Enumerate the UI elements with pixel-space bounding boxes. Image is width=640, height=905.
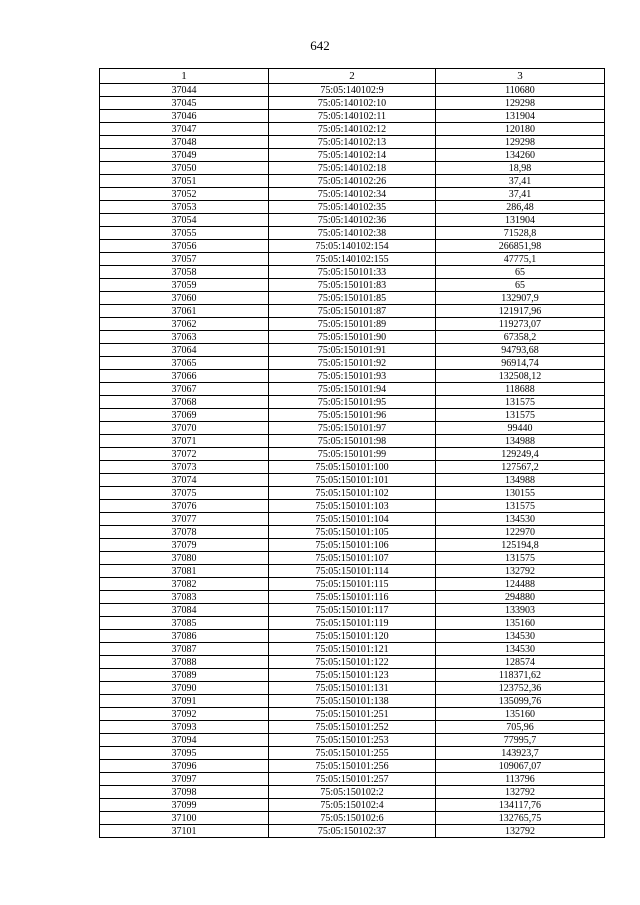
row-number-cell: 37051 [100,175,269,188]
row-number-cell: 37076 [100,500,269,513]
value-cell: 135099,76 [436,695,605,708]
value-cell: 131575 [436,500,605,513]
value-cell: 135160 [436,708,605,721]
value-cell: 134530 [436,643,605,656]
cadastral-number-cell: 75:05:150101:138 [269,695,436,708]
value-cell: 118371,62 [436,669,605,682]
row-number-cell: 37049 [100,149,269,162]
table-row [100,773,605,786]
table-row [100,747,605,760]
cadastral-number-cell: 75:05:150101:98 [269,435,436,448]
cadastral-number-cell: 75:05:150101:101 [269,474,436,487]
value-cell: 131575 [436,552,605,565]
table-row [100,539,605,552]
header-row [100,69,605,84]
table-row [100,825,605,838]
row-number-cell: 37098 [100,786,269,799]
value-cell: 37,41 [436,188,605,201]
table-row [100,812,605,825]
cadastral-number-cell: 75:05:150101:83 [269,279,436,292]
cadastral-number-cell: 75:05:150102:6 [269,812,436,825]
value-cell: 96914,74 [436,357,605,370]
cadastral-number-cell: 75:05:140102:18 [269,162,436,175]
row-number-cell: 37075 [100,487,269,500]
row-number-cell: 37067 [100,383,269,396]
cadastral-number-cell: 75:05:140102:26 [269,175,436,188]
cadastral-number-cell: 75:05:150101:87 [269,305,436,318]
row-number-cell: 37050 [100,162,269,175]
row-number-cell: 37056 [100,240,269,253]
cadastral-number-cell: 75:05:150101:257 [269,773,436,786]
table-row [100,799,605,812]
value-cell: 77995,7 [436,734,605,747]
row-number-cell: 37094 [100,734,269,747]
page-number: 642 [310,38,330,53]
row-number-cell: 37085 [100,617,269,630]
table-row [100,721,605,734]
table-row [100,487,605,500]
row-number-cell: 37054 [100,214,269,227]
table-row [100,695,605,708]
row-number-cell: 37059 [100,279,269,292]
table-row [100,409,605,422]
row-number-cell: 37097 [100,773,269,786]
value-cell: 131575 [436,396,605,409]
cadastral-number-cell: 75:05:150101:256 [269,760,436,773]
row-number-cell: 37081 [100,565,269,578]
cadastral-number-cell: 75:05:150101:33 [269,266,436,279]
cadastral-number-cell: 75:05:150101:255 [269,747,436,760]
cadastral-number-cell: 75:05:150101:123 [269,669,436,682]
value-cell: 132765,75 [436,812,605,825]
table-row [100,591,605,604]
cadastral-number-cell: 75:05:140102:14 [269,149,436,162]
row-number-cell: 37052 [100,188,269,201]
value-cell: 113796 [436,773,605,786]
row-number-cell: 37068 [100,396,269,409]
row-number-cell: 37069 [100,409,269,422]
table-header [100,69,605,84]
value-cell: 132792 [436,786,605,799]
value-cell: 123752,36 [436,682,605,695]
table-row [100,214,605,227]
table-row [100,630,605,643]
cadastral-number-cell: 75:05:150102:4 [269,799,436,812]
table-row [100,682,605,695]
table-row [100,357,605,370]
row-number-cell: 37066 [100,370,269,383]
row-number-cell: 37079 [100,539,269,552]
value-cell: 127567,2 [436,461,605,474]
row-number-cell: 37093 [100,721,269,734]
value-cell: 131904 [436,110,605,123]
cadastral-number-cell: 75:05:140102:36 [269,214,436,227]
value-cell: 119273,07 [436,318,605,331]
table-row [100,97,605,110]
value-cell: 71528,8 [436,227,605,240]
table-row [100,201,605,214]
cadastral-number-cell: 75:05:150101:103 [269,500,436,513]
cadastral-number-cell: 75:05:150101:91 [269,344,436,357]
row-number-cell: 37083 [100,591,269,604]
cadastral-number-cell: 75:05:150101:116 [269,591,436,604]
cadastral-number-cell: 75:05:150102:2 [269,786,436,799]
value-cell: 125194,8 [436,539,605,552]
cadastral-number-cell: 75:05:150101:253 [269,734,436,747]
cadastral-number-cell: 75:05:150101:131 [269,682,436,695]
table-row [100,318,605,331]
cadastral-number-cell: 75:05:140102:34 [269,188,436,201]
value-cell: 134117,76 [436,799,605,812]
cadastral-number-cell: 75:05:150101:252 [269,721,436,734]
cadastral-number-cell: 75:05:150101:95 [269,396,436,409]
table-row [100,513,605,526]
cadastral-number-cell: 75:05:150101:251 [269,708,436,721]
row-number-cell: 37058 [100,266,269,279]
table-row [100,344,605,357]
row-number-cell: 37099 [100,799,269,812]
value-cell: 121917,96 [436,305,605,318]
value-cell: 132508,12 [436,370,605,383]
value-cell: 134988 [436,435,605,448]
table-row [100,643,605,656]
cadastral-number-cell: 75:05:150101:107 [269,552,436,565]
column-header-1: 1 [100,69,269,84]
row-number-cell: 37072 [100,448,269,461]
value-cell: 129249,4 [436,448,605,461]
cadastral-number-cell: 75:05:150101:114 [269,565,436,578]
row-number-cell: 37073 [100,461,269,474]
table-row [100,461,605,474]
cadastral-number-cell: 75:05:150101:93 [269,370,436,383]
cadastral-number-cell: 75:05:150101:92 [269,357,436,370]
row-number-cell: 37060 [100,292,269,305]
table-row [100,84,605,97]
cadastral-number-cell: 75:05:150101:119 [269,617,436,630]
value-cell: 122970 [436,526,605,539]
value-cell: 294880 [436,591,605,604]
row-number-cell: 37055 [100,227,269,240]
cadastral-number-cell: 75:05:150101:121 [269,643,436,656]
cadastral-number-cell: 75:05:150101:122 [269,656,436,669]
row-number-cell: 37045 [100,97,269,110]
value-cell: 143923,7 [436,747,605,760]
value-cell: 134988 [436,474,605,487]
table-row [100,149,605,162]
cadastral-number-cell: 75:05:140102:154 [269,240,436,253]
cadastral-number-cell: 75:05:150101:96 [269,409,436,422]
value-cell: 266851,98 [436,240,605,253]
value-cell: 65 [436,266,605,279]
cadastral-number-cell: 75:05:150101:102 [269,487,436,500]
row-number-cell: 37065 [100,357,269,370]
row-number-cell: 37080 [100,552,269,565]
row-number-cell: 37053 [100,201,269,214]
row-number-cell: 37082 [100,578,269,591]
value-cell: 110680 [436,84,605,97]
cadastral-number-cell: 75:05:150101:85 [269,292,436,305]
cadastral-number-cell: 75:05:150101:104 [269,513,436,526]
row-number-cell: 37061 [100,305,269,318]
table-row [100,305,605,318]
cadastral-number-cell: 75:05:150101:105 [269,526,436,539]
row-number-cell: 37101 [100,825,269,838]
row-number-cell: 37087 [100,643,269,656]
row-number-cell: 37074 [100,474,269,487]
cadastral-number-cell: 75:05:150101:89 [269,318,436,331]
table-row [100,669,605,682]
row-number-cell: 37089 [100,669,269,682]
table-row [100,175,605,188]
row-number-cell: 37090 [100,682,269,695]
table-row [100,110,605,123]
table-row [100,786,605,799]
table-row [100,604,605,617]
value-cell: 131575 [436,409,605,422]
value-cell: 134260 [436,149,605,162]
value-cell: 94793,68 [436,344,605,357]
table-row [100,292,605,305]
table-row [100,331,605,344]
value-cell: 18,98 [436,162,605,175]
row-number-cell: 37092 [100,708,269,721]
table-row [100,188,605,201]
row-number-cell: 37063 [100,331,269,344]
column-header-3: 3 [436,69,605,84]
row-number-cell: 37047 [100,123,269,136]
row-number-cell: 37062 [100,318,269,331]
table-row [100,565,605,578]
row-number-cell: 37070 [100,422,269,435]
value-cell: 134530 [436,513,605,526]
value-cell: 135160 [436,617,605,630]
value-cell: 37,41 [436,175,605,188]
cadastral-number-cell: 75:05:150101:90 [269,331,436,344]
table-row [100,279,605,292]
row-number-cell: 37100 [100,812,269,825]
table-row [100,435,605,448]
table-row [100,162,605,175]
cadastral-number-cell: 75:05:140102:155 [269,253,436,266]
value-cell: 118688 [436,383,605,396]
table-row [100,227,605,240]
row-number-cell: 37048 [100,136,269,149]
cadastral-number-cell: 75:05:150101:120 [269,630,436,643]
column-header-2: 2 [269,69,436,84]
row-number-cell: 37095 [100,747,269,760]
row-number-cell: 37091 [100,695,269,708]
row-number-cell: 37046 [100,110,269,123]
table-row [100,136,605,149]
value-cell: 132792 [436,565,605,578]
cadastral-number-cell: 75:05:150101:117 [269,604,436,617]
table-row [100,708,605,721]
value-cell: 128574 [436,656,605,669]
table-row [100,240,605,253]
table-row [100,617,605,630]
registry-table [99,68,605,838]
table-row [100,760,605,773]
value-cell: 705,96 [436,721,605,734]
table-row [100,526,605,539]
cadastral-number-cell: 75:05:140102:11 [269,110,436,123]
table-row [100,422,605,435]
value-cell: 129298 [436,136,605,149]
row-number-cell: 37096 [100,760,269,773]
table-row [100,396,605,409]
value-cell: 132792 [436,825,605,838]
cadastral-number-cell: 75:05:140102:13 [269,136,436,149]
table-row [100,656,605,669]
cadastral-number-cell: 75:05:140102:10 [269,97,436,110]
value-cell: 99440 [436,422,605,435]
value-cell: 124488 [436,578,605,591]
value-cell: 109067,07 [436,760,605,773]
table-row [100,448,605,461]
table-row [100,123,605,136]
cadastral-number-cell: 75:05:150101:100 [269,461,436,474]
cadastral-number-cell: 75:05:150101:94 [269,383,436,396]
cadastral-number-cell: 75:05:150102:37 [269,825,436,838]
row-number-cell: 37071 [100,435,269,448]
table-row [100,578,605,591]
cadastral-number-cell: 75:05:140102:12 [269,123,436,136]
row-number-cell: 37078 [100,526,269,539]
row-number-cell: 37064 [100,344,269,357]
value-cell: 131904 [436,214,605,227]
cadastral-number-cell: 75:05:140102:38 [269,227,436,240]
value-cell: 67358,2 [436,331,605,344]
value-cell: 65 [436,279,605,292]
table-row [100,253,605,266]
value-cell: 132907,9 [436,292,605,305]
table-row [100,383,605,396]
value-cell: 133903 [436,604,605,617]
table-body [100,84,605,838]
table-row [100,500,605,513]
row-number-cell: 37086 [100,630,269,643]
value-cell: 130155 [436,487,605,500]
cadastral-number-cell: 75:05:150101:106 [269,539,436,552]
row-number-cell: 37088 [100,656,269,669]
value-cell: 286,48 [436,201,605,214]
value-cell: 129298 [436,97,605,110]
cadastral-number-cell: 75:05:150101:99 [269,448,436,461]
table-row [100,266,605,279]
table-row [100,370,605,383]
cadastral-number-cell: 75:05:140102:35 [269,201,436,214]
table-row [100,474,605,487]
cadastral-number-cell: 75:05:150101:97 [269,422,436,435]
value-cell: 120180 [436,123,605,136]
row-number-cell: 37077 [100,513,269,526]
row-number-cell: 37044 [100,84,269,97]
value-cell: 47775,1 [436,253,605,266]
row-number-cell: 37057 [100,253,269,266]
row-number-cell: 37084 [100,604,269,617]
value-cell: 134530 [436,630,605,643]
table-row [100,734,605,747]
cadastral-number-cell: 75:05:150101:115 [269,578,436,591]
table-row [100,552,605,565]
cadastral-number-cell: 75:05:140102:9 [269,84,436,97]
